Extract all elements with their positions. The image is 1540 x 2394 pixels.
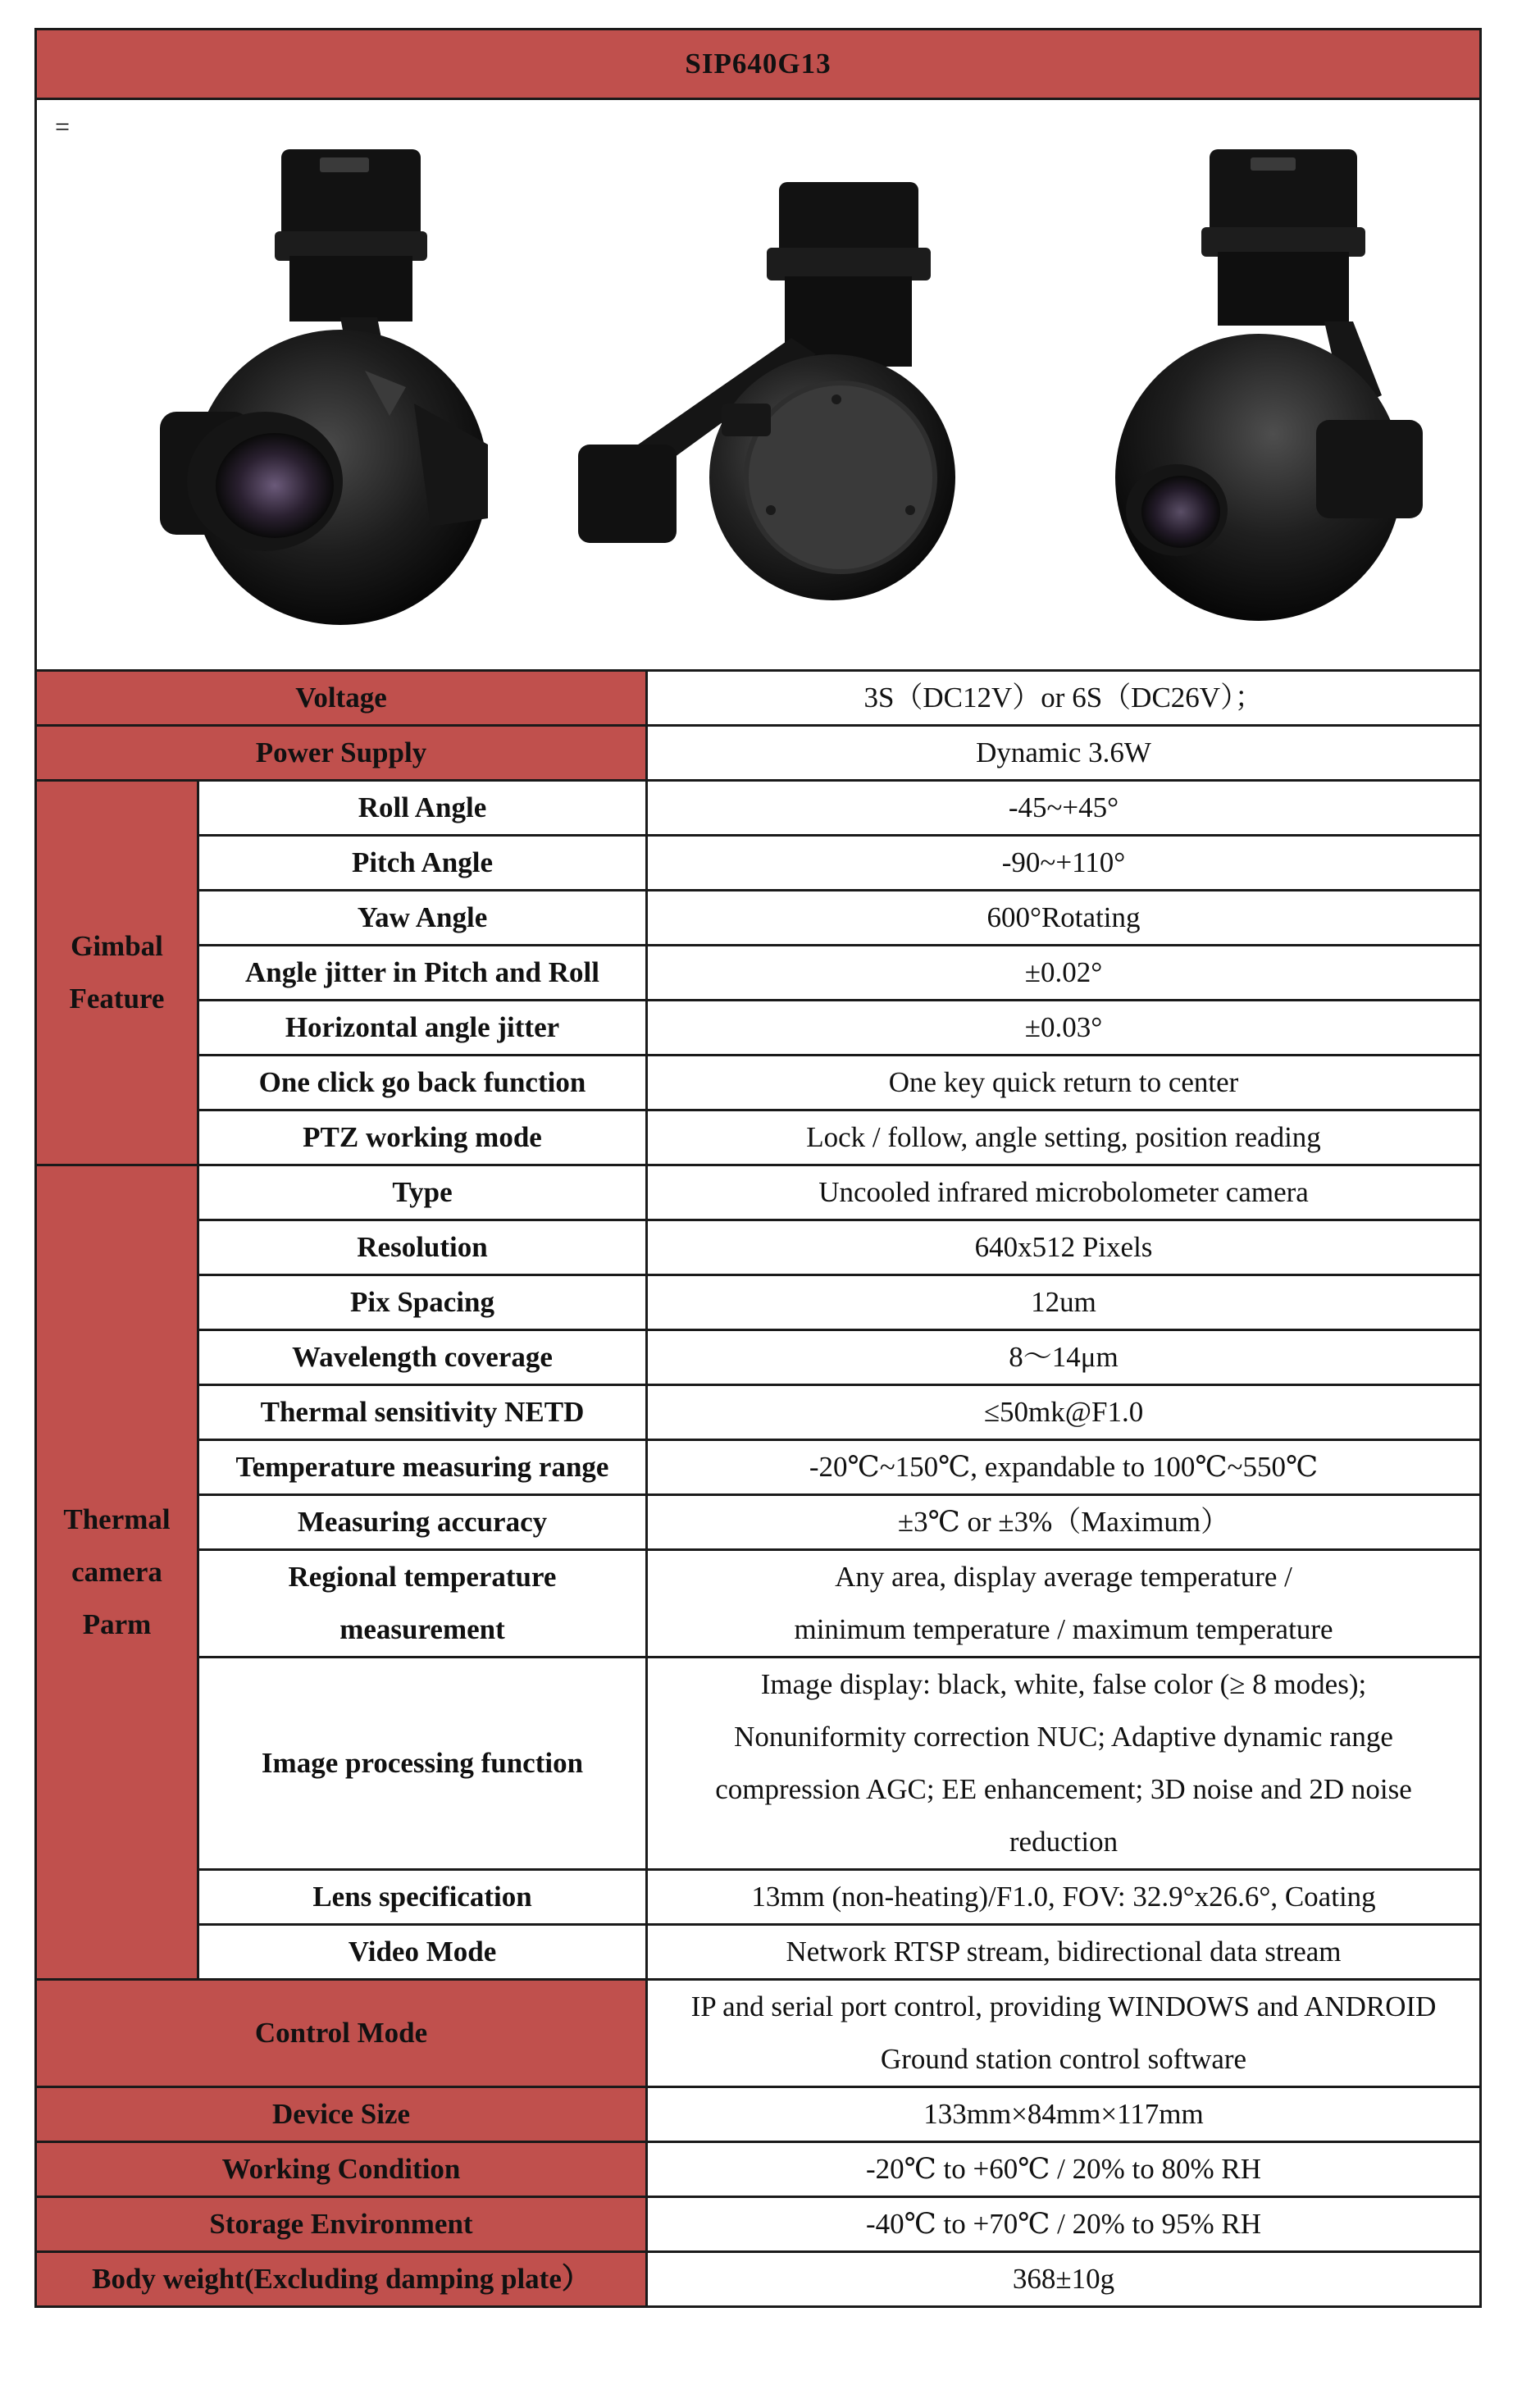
group-gimbal-line: Gimbal — [71, 930, 163, 962]
label-regional-temp — [198, 1550, 647, 1658]
spec-table — [34, 28, 1482, 2308]
value-pix-spacing: 12um — [647, 1275, 1481, 1330]
gimbal-rear-view — [1054, 133, 1447, 666]
value-video-mode: Network RTSP stream, bidirectional data stream — [647, 1925, 1481, 1980]
value-pitch-angle: -90~+110° — [647, 836, 1481, 891]
value-horizontal-jitter: ±0.03° — [647, 1001, 1481, 1056]
value-roll-angle: -45~+45° — [647, 781, 1481, 836]
group-gimbal-feature — [36, 781, 198, 1165]
value-image-processing-line: reduction — [1009, 1826, 1119, 1858]
row-accuracy — [36, 1495, 1481, 1550]
row-roll-angle — [36, 781, 1481, 836]
value-control-mode-line: Ground station control software — [880, 2043, 1247, 2075]
value-image-processing-line: compression AGC; EE enhancement; 3D noise and 2D noise — [715, 1773, 1412, 1805]
label-image-processing: Image processing function — [198, 1658, 647, 1870]
row-go-back — [36, 1056, 1481, 1110]
spec-sheet — [34, 28, 1479, 2308]
row-voltage — [36, 671, 1481, 726]
product-title: SIP640G13 — [36, 30, 1481, 99]
value-lens: 13mm (non-heating)/F1.0, FOV: 32.9°x26.6°, Coating — [647, 1870, 1481, 1925]
gimbal-front-view — [144, 133, 529, 666]
value-netd: ≤50mk@F1.0 — [647, 1385, 1481, 1440]
value-storage-environment: -40℃ to +70℃ / 20% to 95% RH — [647, 2197, 1481, 2252]
label-regional-temp-line: measurement — [339, 1613, 505, 1645]
row-lens — [36, 1870, 1481, 1925]
value-image-processing-line: Nonuniformity correction NUC; Adaptive dynamic range — [734, 1721, 1393, 1753]
value-accuracy: ±3℃ or ±3%（Maximum） — [647, 1495, 1481, 1550]
row-ptz-mode — [36, 1110, 1481, 1165]
label-body-weight: Body weight(Excluding damping plate） — [36, 2252, 647, 2307]
row-control-mode — [36, 1980, 1481, 2087]
row-pix-spacing — [36, 1275, 1481, 1330]
label-type: Type — [198, 1165, 647, 1220]
row-body-weight — [36, 2252, 1481, 2307]
label-go-back: One click go back function — [198, 1056, 647, 1110]
value-resolution: 640x512 Pixels — [647, 1220, 1481, 1275]
row-image-processing — [36, 1658, 1481, 1870]
row-storage-environment — [36, 2197, 1481, 2252]
group-thermal-camera — [36, 1165, 198, 1980]
value-power-supply: Dynamic 3.6W — [647, 726, 1481, 781]
label-resolution: Resolution — [198, 1220, 647, 1275]
gimbal-side-view — [545, 133, 1005, 666]
row-device-size — [36, 2087, 1481, 2142]
row-pitch-angle — [36, 836, 1481, 891]
label-voltage: Voltage — [36, 671, 647, 726]
title-row — [36, 30, 1481, 99]
row-regional-temp — [36, 1550, 1481, 1658]
label-video-mode: Video Mode — [198, 1925, 647, 1980]
label-working-condition: Working Condition — [36, 2142, 647, 2197]
label-lens: Lens specification — [198, 1870, 647, 1925]
group-thermal-line: camera — [71, 1556, 162, 1588]
value-voltage: 3S（DC12V）or 6S（DC26V）； — [647, 671, 1481, 726]
group-thermal-line: Thermal — [63, 1503, 171, 1535]
group-thermal-line: Parm — [82, 1608, 152, 1640]
value-regional-temp-line: Any area, display average temperature / — [835, 1561, 1292, 1593]
value-regional-temp-line: minimum temperature / maximum temperature — [794, 1613, 1333, 1645]
label-yaw-angle: Yaw Angle — [198, 891, 647, 946]
value-ptz-mode: Lock / follow, angle setting, position reading — [647, 1110, 1481, 1165]
label-wavelength: Wavelength coverage — [198, 1330, 647, 1385]
label-device-size: Device Size — [36, 2087, 647, 2142]
label-temp-range: Temperature measuring range — [198, 1440, 647, 1495]
row-video-mode — [36, 1925, 1481, 1980]
value-regional-temp — [647, 1550, 1481, 1658]
label-roll-angle: Roll Angle — [198, 781, 647, 836]
value-control-mode-line: IP and serial port control, providing WINDOWS and ANDROID — [690, 1990, 1437, 2022]
label-ptz-mode: PTZ working mode — [198, 1110, 647, 1165]
value-image-processing-line: Image display: black, white, false color (≥ 8 modes); — [760, 1668, 1367, 1700]
row-working-condition — [36, 2142, 1481, 2197]
value-angle-jitter: ±0.02° — [647, 946, 1481, 1001]
label-accuracy: Measuring accuracy — [198, 1495, 647, 1550]
value-body-weight: 368±10g — [647, 2252, 1481, 2307]
row-power-supply — [36, 726, 1481, 781]
value-device-size: 133mm×84mm×117mm — [647, 2087, 1481, 2142]
value-control-mode — [647, 1980, 1481, 2087]
value-go-back: One key quick return to center — [647, 1056, 1481, 1110]
value-working-condition: -20℃ to +60℃ / 20% to 80% RH — [647, 2142, 1481, 2197]
label-regional-temp-line: Regional temperature — [288, 1561, 557, 1593]
product-photos — [36, 99, 1481, 671]
label-storage-environment: Storage Environment — [36, 2197, 647, 2252]
photo-row — [36, 99, 1481, 671]
value-yaw-angle: 600°Rotating — [647, 891, 1481, 946]
row-yaw-angle — [36, 891, 1481, 946]
row-horizontal-jitter — [36, 1001, 1481, 1056]
label-angle-jitter: Angle jitter in Pitch and Roll — [198, 946, 647, 1001]
row-resolution — [36, 1220, 1481, 1275]
label-netd: Thermal sensitivity NETD — [198, 1385, 647, 1440]
value-temp-range: -20℃~150℃, expandable to 100℃~550℃ — [647, 1440, 1481, 1495]
row-netd — [36, 1385, 1481, 1440]
group-gimbal-line: Feature — [69, 983, 165, 1015]
row-wavelength — [36, 1330, 1481, 1385]
image-marker: = — [55, 112, 71, 141]
row-angle-jitter — [36, 946, 1481, 1001]
value-image-processing — [647, 1658, 1481, 1870]
label-control-mode: Control Mode — [36, 1980, 647, 2087]
row-temp-range — [36, 1440, 1481, 1495]
row-type — [36, 1165, 1481, 1220]
value-wavelength: 8～14μm — [647, 1330, 1481, 1385]
label-horizontal-jitter: Horizontal angle jitter — [198, 1001, 647, 1056]
value-type: Uncooled infrared microbolometer camera — [647, 1165, 1481, 1220]
label-pitch-angle: Pitch Angle — [198, 836, 647, 891]
label-pix-spacing: Pix Spacing — [198, 1275, 647, 1330]
label-power-supply: Power Supply — [36, 726, 647, 781]
